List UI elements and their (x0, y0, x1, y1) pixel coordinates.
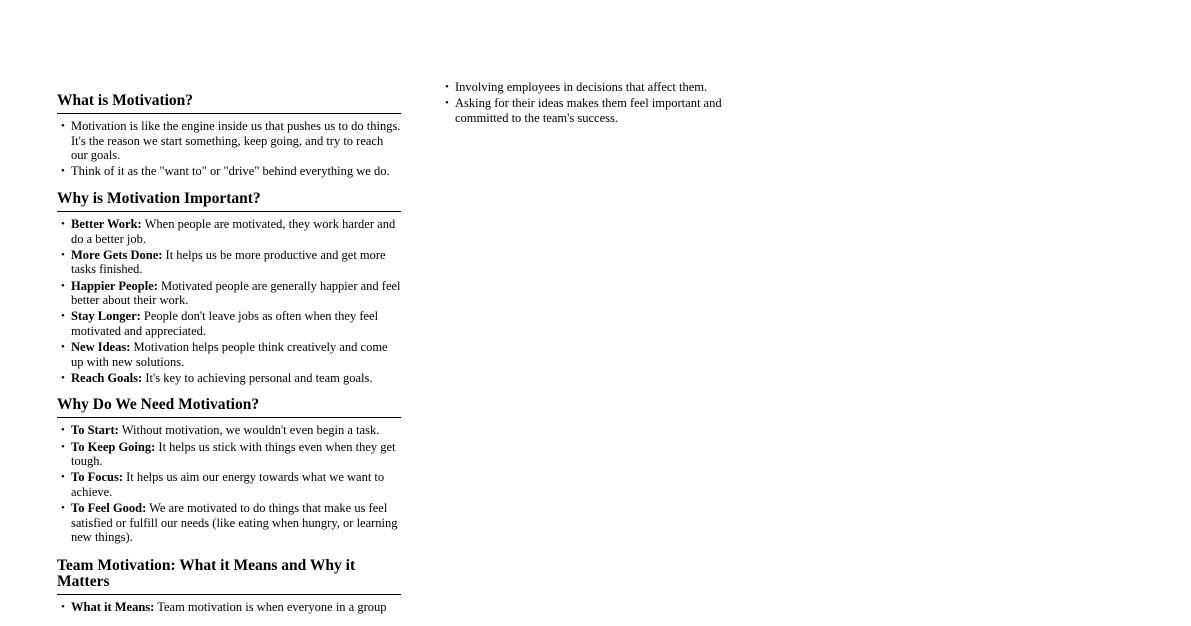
bullet-icon: • (61, 310, 65, 323)
bullet-list (57, 217, 401, 386)
section-heading: Why is Motivation Important? (57, 190, 401, 212)
item-label: Stay Longer: (71, 309, 141, 324)
right-column (441, 80, 741, 127)
list-item (441, 96, 741, 125)
list-item (57, 501, 401, 545)
item-label: More Gets Done: (71, 247, 163, 262)
item-text: When people are motivated, they work harder and do a better job. (71, 216, 396, 246)
bullet-icon: • (61, 601, 65, 613)
item-text: It helps us be more productive and get more tasks finished. (71, 247, 386, 277)
list-item (57, 119, 401, 163)
item-text: Motivation is like the engine inside us that pushes us to do things. It's the reason we start something, keep going, and try to reach our goals. (71, 119, 401, 163)
bullet-icon: • (61, 217, 65, 230)
item-label: To Keep Going: (71, 439, 156, 454)
item-label: Reach Goals: (71, 370, 143, 385)
bullet-list (57, 423, 401, 545)
item-text: People don't leave jobs as often when they feel motivated and appreciated. (71, 309, 379, 338)
item-text: Team motivation is when everyone in a group (154, 600, 387, 614)
bullet-list (57, 600, 401, 615)
item-label: New Ideas: (71, 340, 131, 355)
item-text: Asking for their ideas makes them feel important and committed to the team's success. (455, 96, 722, 125)
bullet-list (441, 80, 741, 125)
left-column (57, 92, 401, 626)
item-label: To Feel Good: (71, 501, 147, 516)
list-item (57, 248, 401, 277)
list-item (57, 164, 401, 179)
item-text: Without motivation, we wouldn't even begin a task. (118, 423, 380, 438)
bullet-icon: • (61, 502, 65, 515)
list-item (57, 279, 401, 308)
section-heading: Why Do We Need Motivation? (57, 396, 401, 418)
list-item (57, 371, 401, 386)
list-item (57, 309, 401, 338)
bullet-icon: • (61, 248, 65, 261)
list-item (57, 440, 401, 469)
bullet-icon: • (445, 81, 449, 93)
bullet-icon: • (61, 424, 65, 437)
list-item (57, 600, 401, 615)
bullet-icon: • (61, 165, 65, 178)
section-why-important (57, 190, 401, 386)
bullet-icon: • (61, 279, 65, 292)
list-item (57, 423, 401, 438)
bullet-icon: • (61, 341, 65, 354)
item-text: Motivated people are generally happier and feel better about their work. (71, 278, 401, 308)
item-text: Think of it as the "want to" or "drive" behind everything we do. (71, 164, 390, 179)
item-text: Involving employees in decisions that affect them. (455, 80, 708, 94)
list-item (57, 340, 401, 369)
list-item (57, 217, 401, 246)
bullet-icon: • (445, 97, 449, 110)
section-team-motivation (57, 556, 401, 615)
section-why-need (57, 396, 401, 545)
item-label: To Focus: (71, 470, 123, 485)
bullet-list (57, 119, 401, 179)
item-label: What it Means: (71, 600, 155, 614)
bullet-icon: • (61, 440, 65, 453)
item-label: Happier People: (71, 278, 158, 293)
item-text: It helps us stick with things even when they get tough. (71, 439, 396, 469)
section-heading: What is Motivation? (57, 92, 401, 114)
item-text: It's key to achieving personal and team goals. (142, 370, 373, 385)
bullet-icon: • (61, 471, 65, 484)
bullet-icon: • (61, 120, 65, 132)
item-text: We are motivated to do things that make us feel satisfied or fulfill our needs (like eating when hungry, or learning new things). (71, 501, 398, 545)
list-item (441, 80, 741, 95)
item-label: Better Work: (71, 216, 142, 231)
list-item (57, 470, 401, 499)
item-text: It helps us aim our energy towards what we want to achieve. (71, 470, 385, 500)
item-text: Motivation helps people think creatively and come up with new solutions. (71, 340, 388, 369)
item-label: To Start: (71, 423, 119, 438)
bullet-icon: • (61, 371, 65, 384)
section-heading: Team Motivation: What it Means and Why it Matters (57, 556, 401, 595)
section-what-is-motivation (57, 92, 401, 179)
